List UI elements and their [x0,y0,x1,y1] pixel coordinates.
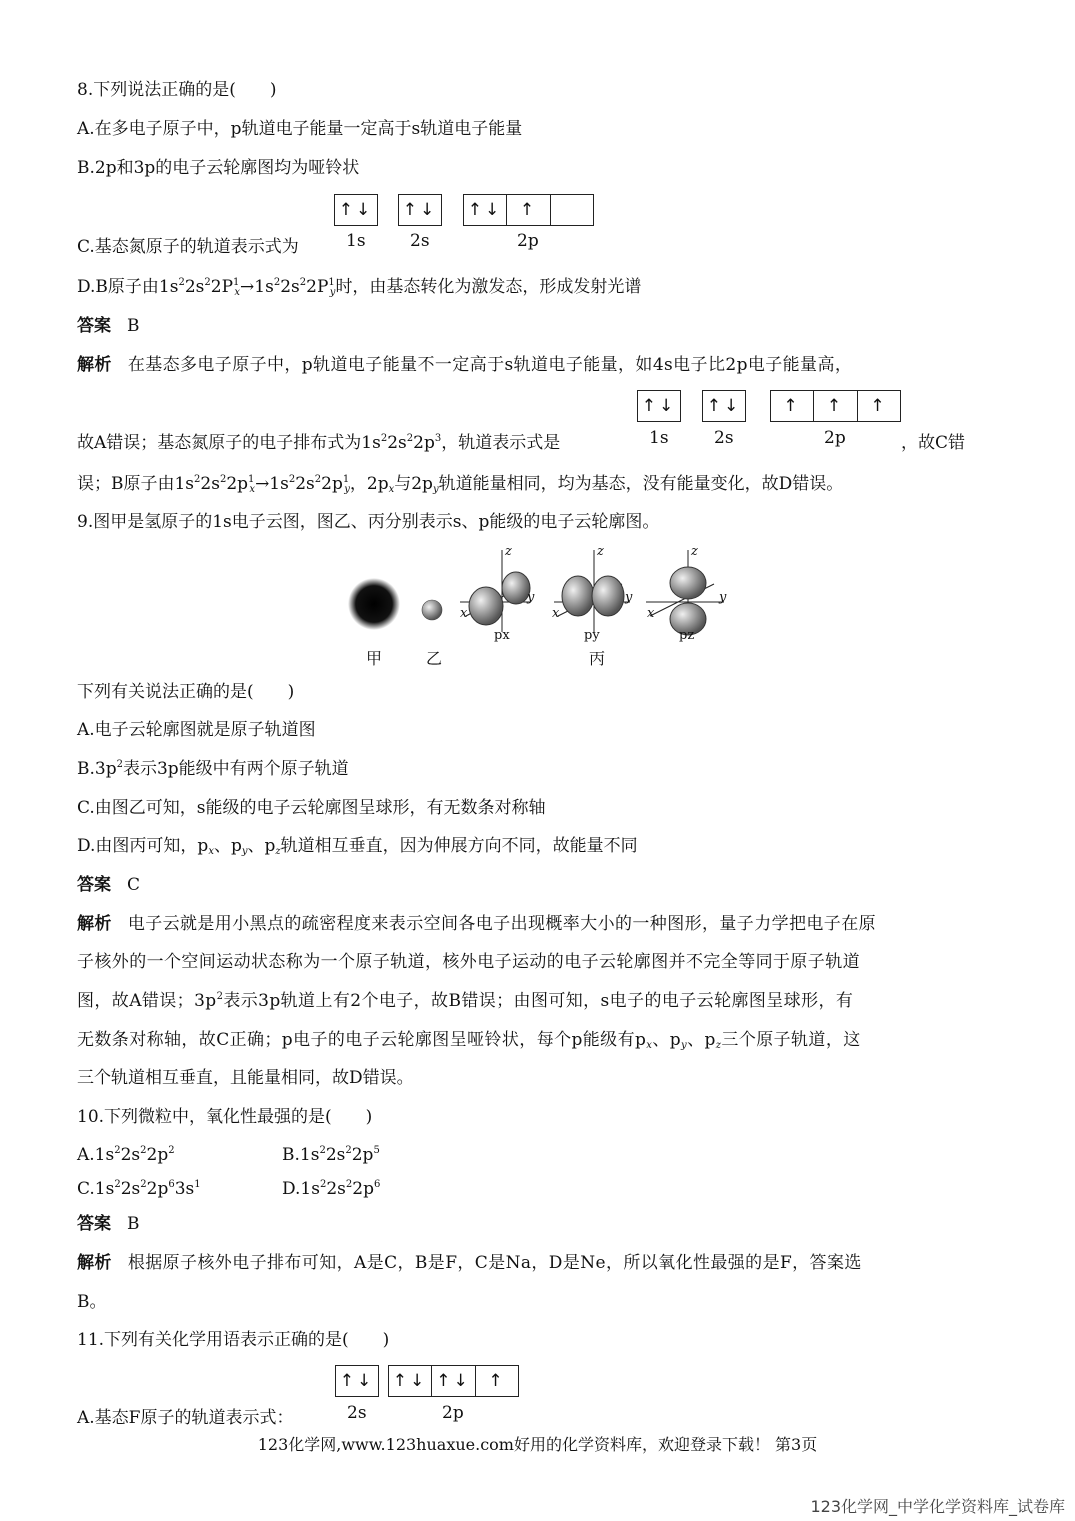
page-footer: 123化学网,www.123huaxue.com好用的化学资料库，欢迎登录下载！ 第3页 [257,1435,818,1454]
q8-option-a: A.在多电子原子中，p轨道电子能量一定高于s轨道电子能量 [77,119,523,139]
axis-y: y [527,590,535,605]
axis-z: z [691,544,698,559]
q9-option-c: C.由图乙可知，s能级的电子云轮廓图呈球形，有无数条对称轴 [77,798,546,818]
q9-analysis-3: 图，故A错误；$3p^2$表示3p轨道上有2个电子，故B错误；由图可知，s电子的电子云轮廓图呈球形，有 [77,991,854,1011]
q8-analysis-1: 解析 在基态多电子原子中，p轨道电子能量不一定高于s轨道电子能量，如4s电子比2p电子能量高， [77,355,853,375]
axis-z: z [597,544,604,559]
watermark: 123化学网_中学化学资料库_试卷库 [810,1497,1065,1516]
q9-analysis-2: 子核外的一个空间运动状态称为一个原子轨道，核外电子运动的电子云轮廓图并不完全等同于原子轨道 [77,952,860,972]
orbital-box: ↑↓ [702,390,746,422]
orbital-label: 2p [517,231,539,251]
q8-analysis-orbital-diagram [637,390,681,422]
q10-analysis-1: 解析 根据原子核外电子排布可知，A是C，B是F，C是Na，D是Ne，所以氧化性最强的是F，答案选 [77,1253,862,1273]
py-orbital [554,550,633,632]
q10-stem: 10.下列微粒中，氧化性最强的是( ) [77,1107,373,1127]
figure-label-jia: 甲 [366,649,383,668]
orbital-label: 1s [346,231,366,251]
q9-analysis-1: 解析 电子云就是用小黑点的疏密程度来表示空间各电子出现概率大小的一种图形，量子力学把电子在原 [77,914,877,934]
orbital-box: ↑↓ [335,1365,379,1397]
orbital-box: ↑ [814,390,858,422]
pz-label: pz [679,628,695,643]
figure-label-yi: 乙 [426,649,443,668]
q9-stem: 9.图甲是氢原子的1s电子云图，图乙、丙分别表示s、p能级的电子云轮廓图。 [77,512,660,532]
orbital-box: ↑ [770,390,814,422]
q8-orbital-diagram-2s [398,194,442,226]
orbital-box: ↑↓ [637,390,681,422]
q10-option-c: $C.1s^22s^22p^63s^1$ [77,1179,201,1199]
px-orbital [460,550,530,632]
q11-orbital-2p [388,1365,519,1397]
axis-x: x [460,606,468,621]
q8-analysis-2-end: ，故C错 [901,433,966,453]
orbital-box: ↑↓ [388,1365,432,1397]
q8-option-c: C.基态氮原子的轨道表示式为 [77,237,299,257]
q9-analysis-4: 无数条对称轴，故C正确；p电子的电子云轮廓图呈哑铃状，每个p能级有$p_x$、$p_y$、$p_z$三个原子轨道，这 [77,1030,861,1051]
q10-option-a: $A.1s^22s^22p^2$ [77,1145,175,1165]
q9-option-b: $B.3p^2$表示3p能级中有两个原子轨道 [77,759,349,779]
orbital-box: ↑ [507,194,551,226]
px-label: px [494,628,510,643]
q8-analysis-orbital-2s [702,390,746,422]
q8-stem: 8.下列说法正确的是( ) [77,80,277,100]
orbital-box: ↑↓ [334,194,378,226]
q8-option-d: D.B原子由$1s^22s^22P^1_x\to 1s^22s^22P^1_y$时，由基态转化为激发态，形成发射光谱 [77,277,642,298]
orbital-box: ↑↓ [398,194,442,226]
axis-y: y [719,590,727,605]
orbital-label: 2s [410,231,430,251]
orbital-label: 1s [649,428,669,448]
orbital-box: ↑ [476,1365,519,1397]
q8-orbital-diagram-2p [463,194,594,226]
q11-stem: 11.下列有关化学用语表示正确的是( ) [77,1330,390,1350]
pz-orbital [646,550,727,635]
orbital-box [551,194,594,226]
q9-analysis-5: 三个轨道相互垂直，且能量相同，故D错误。 [77,1068,414,1088]
axis-y: y [625,590,633,605]
q10-answer: 答案 B [77,1214,140,1234]
q9-question: 下列有关说法正确的是( ) [77,682,295,702]
py-label: py [584,628,600,643]
q8-option-b: B.2p和3p的电子云轮廓图均为哑铃状 [77,158,360,178]
axis-x: x [552,606,560,621]
electron-cloud-figure [340,540,740,670]
q8-analysis-3: 误；B原子由$1s^22s^22p^1_x\to 1s^22s^22p^1_y$，$2p_x$与$2p_y$轨道能量相同，均为基态，没有能量变化，故D错误。 [77,474,844,495]
q11-orbital-2s [335,1365,379,1397]
orbital-label: 2s [347,1403,367,1423]
q9-option-d: D.由图丙可知，$p_x$、$p_y$、$p_z$轨道相互垂直，因为伸展方向不同，故能量不同 [77,836,638,857]
q10-option-d: $D.1s^22s^22p^6$ [282,1179,381,1199]
q9-answer: 答案 C [77,875,141,895]
q10-option-b: $B.1s^22s^22p^5$ [282,1145,380,1165]
orbital-label: 2s [714,428,734,448]
q8-analysis-2: 故A错误；基态氮原子的电子排布式为$1s^22s^22p^3$，轨道表示式是 [77,433,561,453]
s-orbital-sphere [422,600,442,620]
q11-option-a: A.基态F原子的轨道表示式： [77,1408,294,1428]
1s-electron-cloud [348,578,400,630]
q9-option-a: A.电子云轮廓图就是原子轨道图 [77,720,316,740]
orbital-box: ↑ [858,390,901,422]
orbital-box: ↑↓ [432,1365,476,1397]
orbital-box: ↑↓ [463,194,507,226]
axis-x: x [647,606,655,621]
q10-analysis-2: B。 [77,1292,107,1312]
q8-orbital-diagram [334,194,378,226]
q8-analysis-orbital-2p [770,390,901,422]
orbital-label: 2p [824,428,846,448]
figure-label-bing: 丙 [589,649,606,668]
axis-z: z [505,544,512,559]
q8-answer: 答案 B [77,316,140,336]
orbital-label: 2p [442,1403,464,1423]
